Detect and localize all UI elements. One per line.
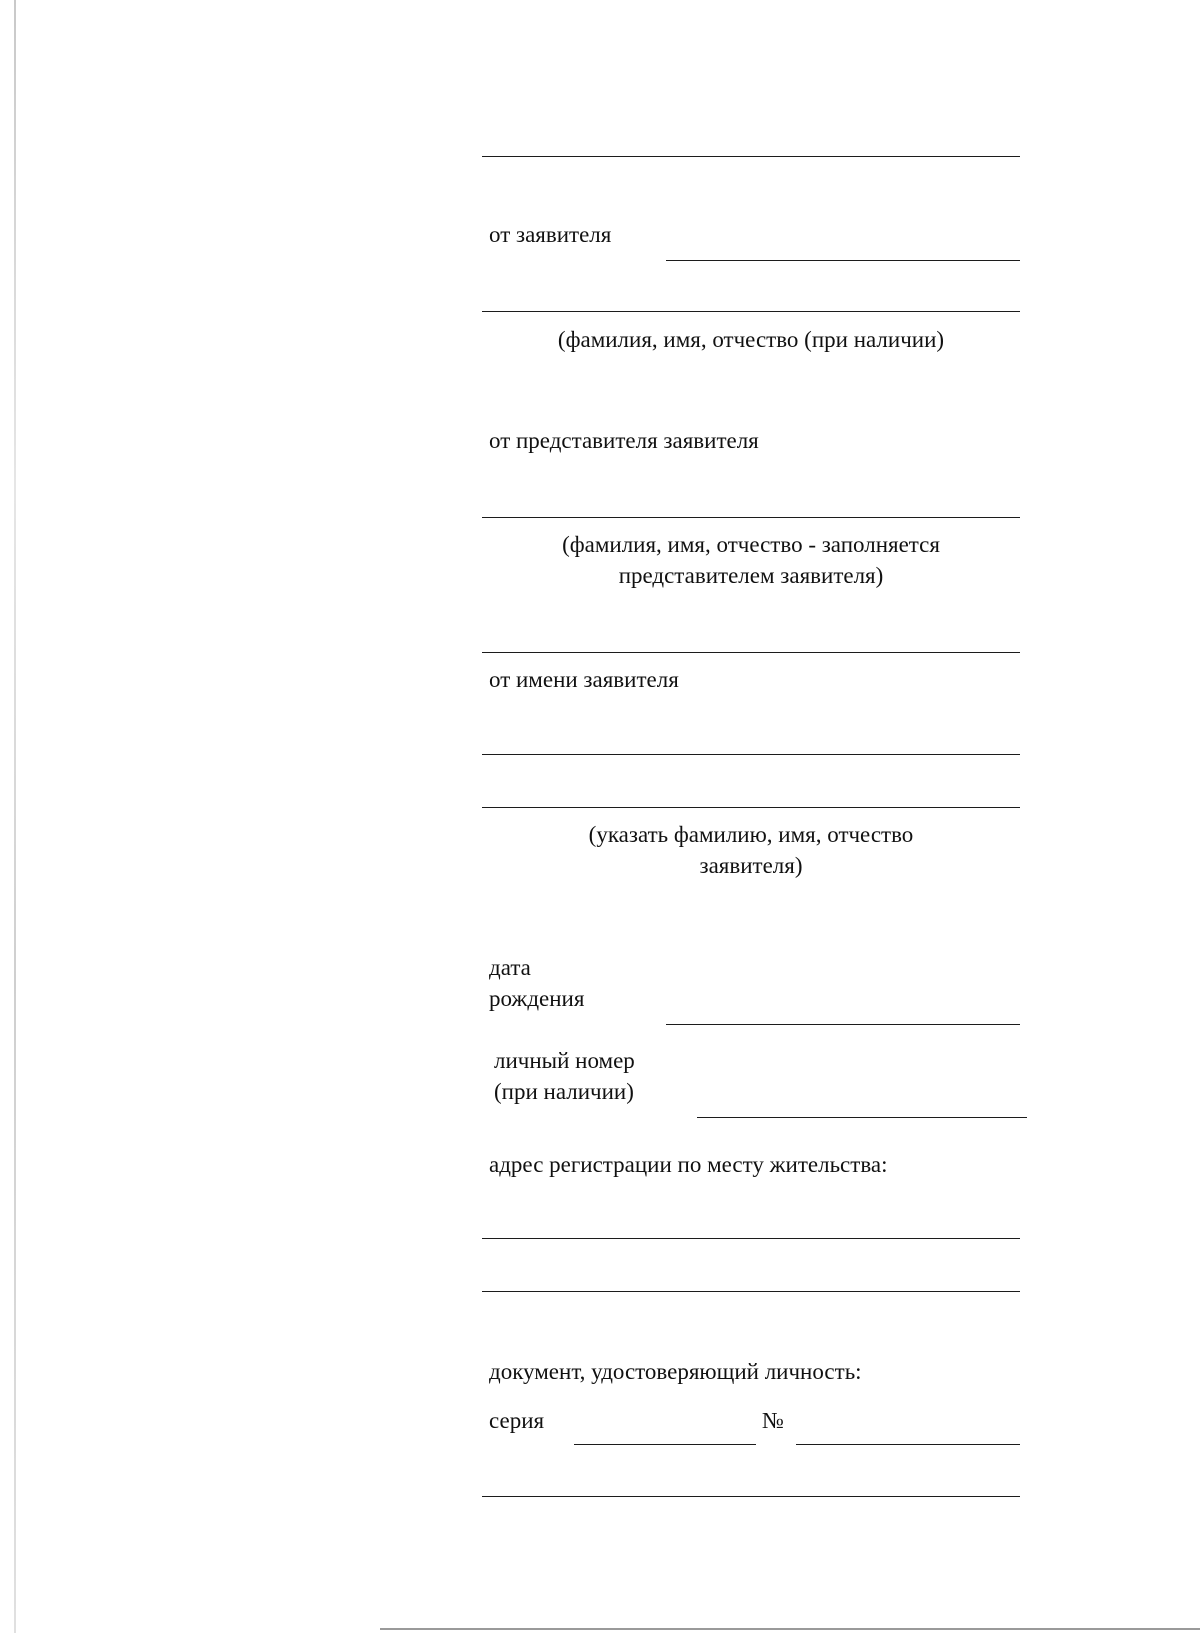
recipient-line[interactable] xyxy=(482,156,1020,157)
document-number-line[interactable] xyxy=(796,1444,1020,1445)
personal-number-label-line1: личный номер xyxy=(494,1048,635,1073)
registration-address-line-1[interactable] xyxy=(482,1238,1020,1239)
birth-date-line[interactable] xyxy=(666,1024,1020,1025)
document-issued-line[interactable] xyxy=(482,1496,1020,1497)
registration-address-line-2[interactable] xyxy=(482,1291,1020,1292)
from-representative-label: от представителя заявителя xyxy=(489,428,759,453)
series-label: серия xyxy=(489,1408,545,1433)
representative-caption-line2: представителем заявителя) xyxy=(618,563,884,588)
on-behalf-label: от имени заявителя xyxy=(489,667,679,692)
identity-document-label: документ, удостоверяющий личность: xyxy=(489,1359,862,1384)
birth-date-label-line2: рождения xyxy=(489,986,585,1011)
scan-edge-left xyxy=(14,0,16,1633)
representative-extra-line[interactable] xyxy=(482,652,1020,653)
representative-name-line[interactable] xyxy=(482,517,1020,518)
personal-number-line[interactable] xyxy=(697,1117,1027,1118)
registration-address-label: адрес регистрации по месту жительства: xyxy=(489,1152,888,1177)
on-behalf-line-1[interactable] xyxy=(482,754,1020,755)
on-behalf-caption-line2: заявителя) xyxy=(699,853,803,878)
from-applicant-label: от заявителя xyxy=(489,222,612,247)
on-behalf-caption-line1: (указать фамилию, имя, отчество xyxy=(588,822,914,847)
scan-edge-bottom xyxy=(380,1628,1200,1630)
representative-caption-line1: (фамилия, имя, отчество - заполняется xyxy=(562,532,940,557)
birth-date-label-line1: дата xyxy=(489,955,531,980)
on-behalf-line-2[interactable] xyxy=(482,807,1020,808)
series-line[interactable] xyxy=(574,1444,756,1445)
applicant-name-line-2[interactable] xyxy=(482,311,1020,312)
applicant-name-line-1[interactable] xyxy=(666,260,1020,261)
personal-number-label-line2: (при наличии) xyxy=(494,1079,634,1104)
applicant-name-caption: (фамилия, имя, отчество (при наличии) xyxy=(557,327,945,352)
number-label: № xyxy=(762,1408,784,1433)
